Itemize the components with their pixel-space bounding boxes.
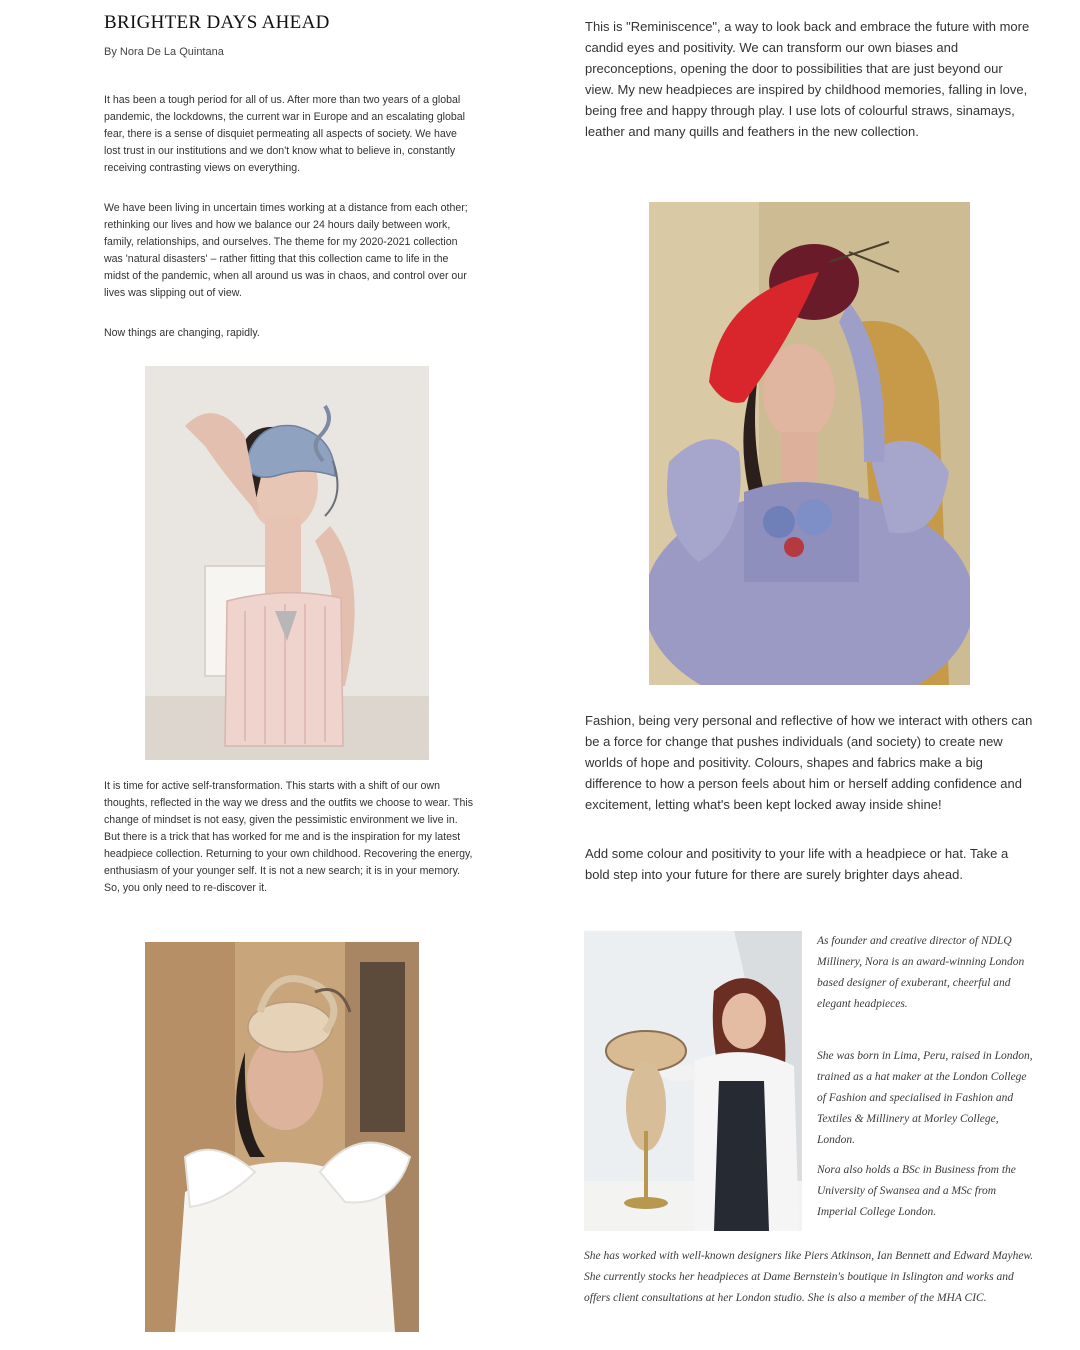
left-paragraph-3: Now things are changing, rapidly. [104, 327, 260, 339]
bio-paragraph-1: As founder and creative director of NDLQ Millinery, Nora is an award-winning London based designer of exuberant, cheerful and elegant headpieces. [817, 935, 1025, 1010]
photo-cream-hat-white-outfit [145, 942, 419, 1332]
article-title: BRIGHTER DAYS AHEAD [104, 12, 330, 33]
bio-paragraph-3: Nora also holds a BSc in Business from the University of Swansea and a MSc from Imperial College London. [817, 1164, 1016, 1218]
right-paragraph-2: Fashion, being very personal and reflective of how we interact with others can be a force for change that pushes individuals (and society) to create new worlds of hope and positivity. Colours, shapes and fabrics make a big difference to how a person feels about him or herself adding confidence and excitement, letting what's been kept locked away inside shine! [585, 713, 1033, 812]
left-paragraph-2: We have been living in uncertain times working at a distance from each other; rethinking our lives and how we balance our 24 hours daily between work, family, relationships, and ourselves. The theme for my 2020-2021 collection was 'natural disasters' – rather fitting that this collection came to life in the midst of the pandemic, when all around us was in chaos, and control over our lives was slipping out of view. [104, 202, 468, 299]
left-paragraph-4: It is time for active self-transformation. This starts with a shift of our own thoughts, reflected in the way we dress and the outfits we choose to wear. This change of mindset is not easy, given the pessimistic environment we live in. But there is a trick that has worked for me and is the inspiration for my latest headpiece collection. Returning to your own childhood. Recovering the energy, enthusiasm of your younger self. It is not a new search; it is in your memory. So, you only need to re-discover it. [104, 780, 474, 894]
left-paragraph-1: It has been a tough period for all of us. After more than two years of a global pandemic, the lockdowns, the current war in Europe and an escalating global fear, there is a sense of disquiet permeating all aspects of society. We have lost trust in our institutions and we don't know what to believe in, constantly receiving contrasting views on everything. [104, 94, 465, 174]
right-paragraph-3: Add some colour and positivity to your life with a headpiece or hat. Take a bold step into your future for there are surely brighter days ahead. [585, 846, 1009, 882]
right-paragraph-1: This is "Reminiscence", a way to look back and embrace the future with more candid eyes and positivity. We can transform our own biases and preconceptions, opening the door to possibilities that are just beyond our view. My new headpieces are inspired by childhood memories, falling in love, being free and happy through play. I use lots of colourful straws, sinamays, leather and many quills and feathers in the new collection. [585, 19, 1030, 139]
photo-blue-hat-corset [145, 366, 429, 760]
photo-designer-studio [584, 931, 802, 1231]
byline: By Nora De La Quintana [104, 46, 224, 58]
bio-paragraph-2: She was born in Lima, Peru, raised in London, trained as a hat maker at the London College of Fashion and specialised in Fashion and Textiles & Millinery at Morley College, London. [817, 1050, 1033, 1146]
bio-paragraph-4: She has worked with well-known designers like Piers Atkinson, Ian Bennett and Edward Mayhew. She currently stocks her headpieces at Dame Bernstein's boutique in Islington and works and offers client consultations at her London studio. She is also a member of the MHA CIC. [584, 1250, 1034, 1304]
photo-red-fascinator-lavender-gown [649, 202, 970, 685]
